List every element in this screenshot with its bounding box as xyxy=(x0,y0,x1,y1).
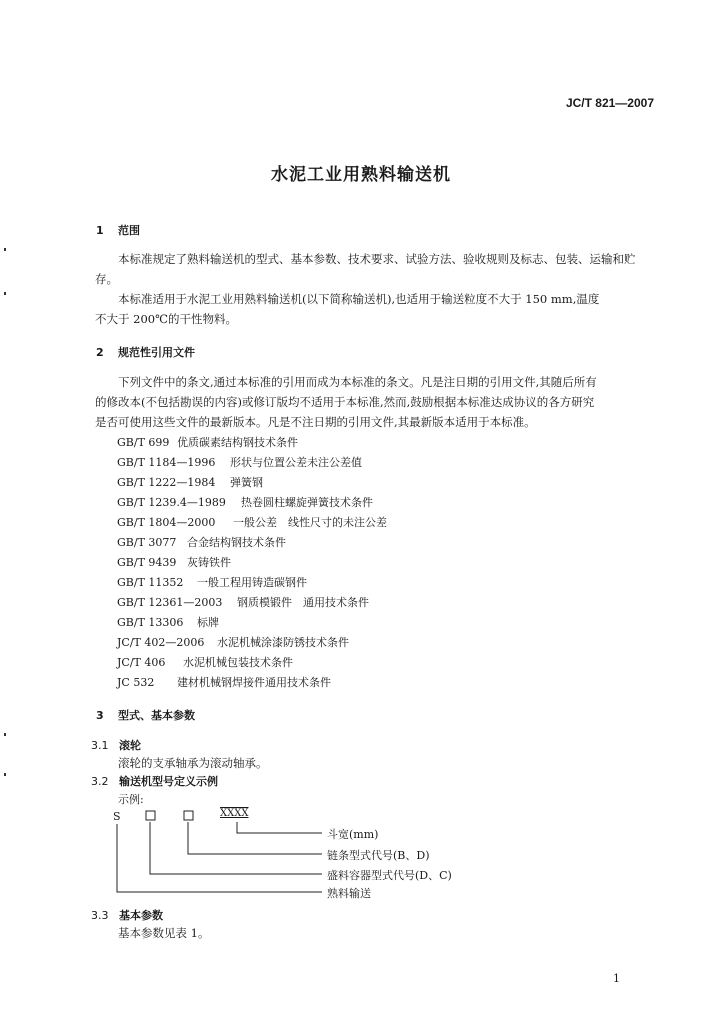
standard-number: JC/T 821—2007 xyxy=(565,96,654,110)
reference-item: GB/T 699 优质碳素结构钢技术条件 xyxy=(117,436,298,449)
leader-line-clinker xyxy=(117,824,322,892)
section-3-3-heading: 3.3 基本参数 xyxy=(91,909,163,922)
reference-item: JC/T 406 水泥机械包装技术条件 xyxy=(117,656,293,669)
section-3-heading: 3 型式、基本参数 xyxy=(96,709,195,722)
container-code-box xyxy=(146,811,155,820)
section-2-heading: 2 规范性引用文件 xyxy=(96,346,195,359)
reference-item: GB/T 11352 一般工程用铸造碳钢件 xyxy=(117,576,307,589)
document-title: 水泥工业用熟料输送机 xyxy=(271,165,451,185)
scan-mark xyxy=(4,292,6,295)
reference-item: JC/T 402—2006 水泥机械涂漆防锈技术条件 xyxy=(117,636,349,649)
label-chain-type: 链条型式代号(B、D) xyxy=(327,849,430,862)
section-3-1-heading: 3.1 滚轮 xyxy=(91,739,141,752)
leader-line-chain xyxy=(188,822,322,854)
section-3-1-text: 滚轮的支承轴承为滚动轴承。 xyxy=(118,756,268,770)
leader-line-width xyxy=(237,822,322,833)
section-1-para1-line1: 本标准规定了熟料输送机的型式、基本参数、技术要求、试验方法、验收规则及标志、包装、运输和贮 xyxy=(118,252,636,266)
model-prefix-s: S xyxy=(113,810,121,823)
reference-item: GB/T 1184—1996 形状与位置公差未注公差值 xyxy=(117,456,362,469)
scan-mark xyxy=(4,773,6,776)
section-3-2-heading: 3.2 输送机型号定义示例 xyxy=(91,775,218,788)
scan-mark xyxy=(4,248,6,251)
reference-item: GB/T 9439 灰铸铁件 xyxy=(117,556,231,569)
leader-line-container xyxy=(150,822,322,874)
chain-code-box xyxy=(184,811,193,820)
label-container-type: 盛料容器型式代号(D、C) xyxy=(327,869,452,882)
reference-item: GB/T 13306 标牌 xyxy=(117,616,219,629)
reference-item: GB/T 3077 合金结构钢技术条件 xyxy=(117,536,286,549)
reference-item: JC 532 建材机械钢焊接件通用技术条件 xyxy=(117,676,331,689)
section-1-para1-line2: 存。 xyxy=(95,272,118,286)
section-2-para-line3: 是否可使用这些文件的最新版本。凡是不注日期的引用文件,其最新版本适用于本标准。 xyxy=(95,415,536,429)
section-1-heading: 1 范围 xyxy=(96,224,140,237)
page-number: 1 xyxy=(613,972,620,985)
example-label: 示例: xyxy=(118,793,144,806)
section-2-para-line2: 的修改本(不包括勘误的内容)或修订版均不适用于本标准,然而,鼓励根据本标准达成协议的各方研究 xyxy=(95,395,595,409)
label-clinker-conveying: 熟料输送 xyxy=(327,887,371,900)
label-bucket-width: 斗宽(mm) xyxy=(327,828,379,841)
reference-item: GB/T 12361—2003 钢质模锻件 通用技术条件 xyxy=(117,596,369,609)
reference-item: GB/T 1804—2000 一般公差 线性尺寸的未注公差 xyxy=(117,516,387,529)
reference-item: GB/T 1239.4—1989 热卷圆柱螺旋弹簧技术条件 xyxy=(117,496,373,509)
model-width-placeholder: XXXX xyxy=(220,808,249,819)
section-3-3-text: 基本参数见表 1。 xyxy=(118,926,210,940)
section-1-para2-line2: 不大于 200℃的干性物料。 xyxy=(95,312,237,326)
reference-item: GB/T 1222—1984 弹簧钢 xyxy=(117,476,263,489)
section-1-para2-line1: 本标准适用于水泥工业用熟料输送机(以下简称输送机),也适用于输送粒度不大于 150 mm,温度 xyxy=(118,292,600,306)
section-2-para-line1: 下列文件中的条文,通过本标准的引用而成为本标准的条文。凡是注日期的引用文件,其随后所有 xyxy=(118,375,597,389)
model-designation-diagram xyxy=(112,810,492,910)
scan-mark xyxy=(4,733,6,736)
